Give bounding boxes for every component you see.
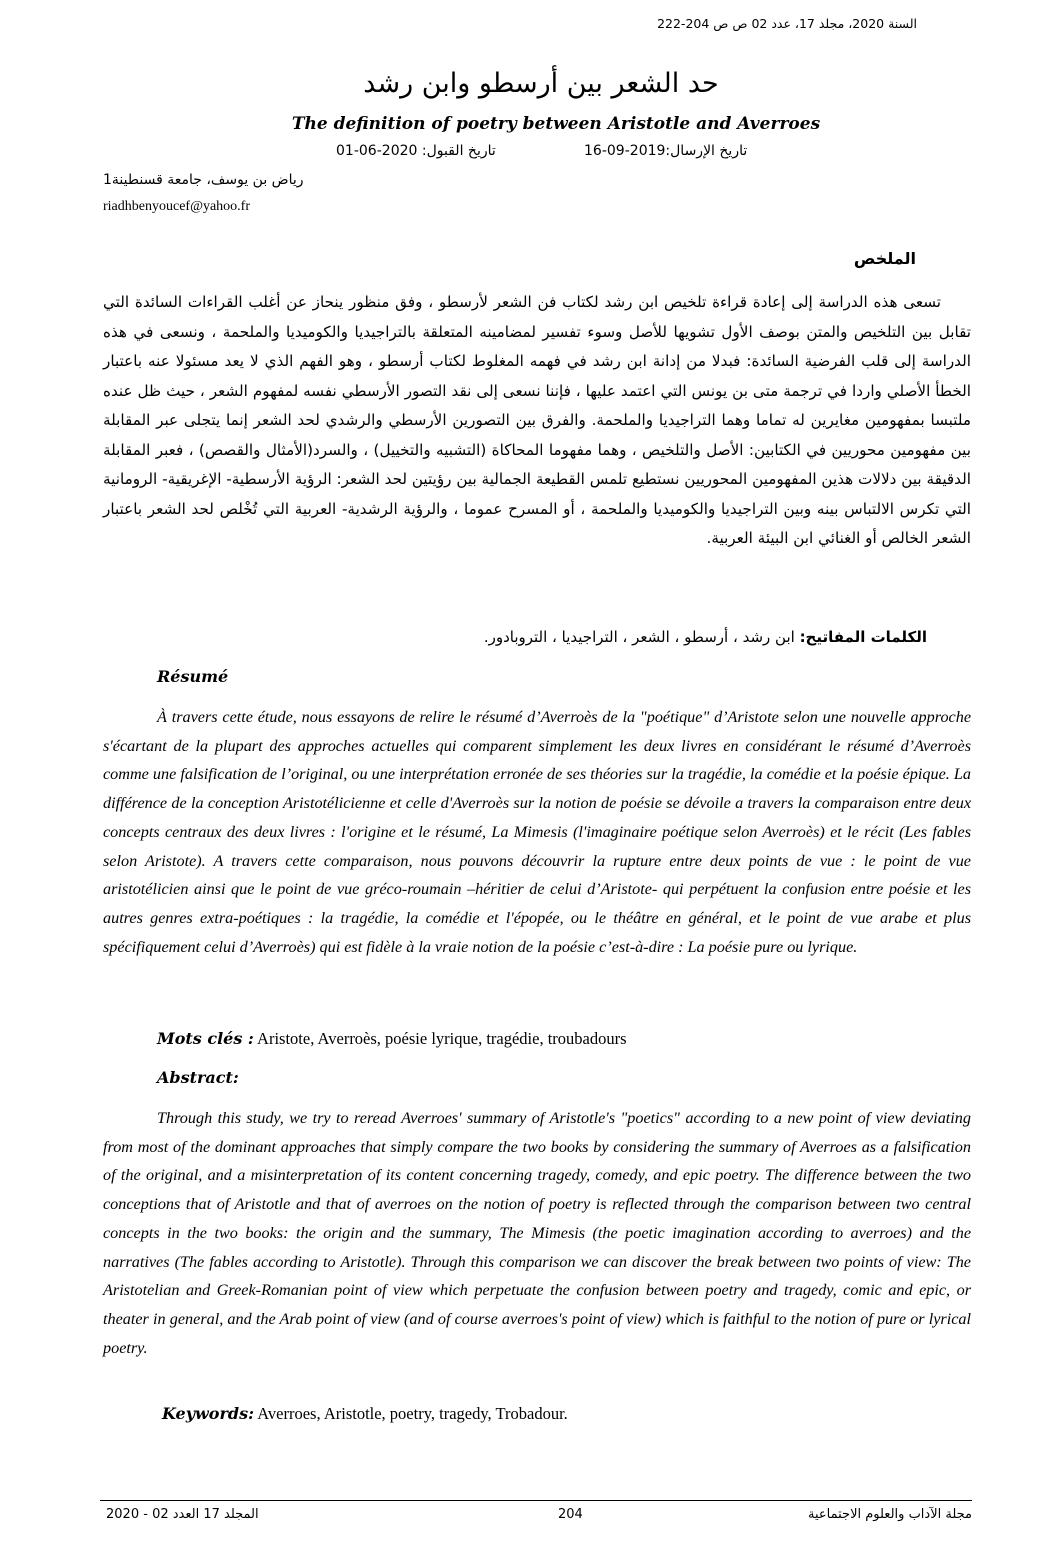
date-accepted: تاريخ القبول: 2020-06-01 (336, 143, 496, 159)
arabic-abstract-body: تسعى هذه الدراسة إلى إعادة قراءة تلخيص ابن رشد لكتاب فن الشعر لأرسطو ، وفق منظور ينحاز عن أغلب القراءات السائدة التي تقابل بين التلخيص والمتن بوصف الأول تشويها للأصل وسوء تفسير لمضامينه المتعلقة بالتراجيديا والكوميديا والملحمة ، ونسعى في هذه الدراسة إلى قلب الفرضية السائدة: فبدلا من إدانة ابن رشد في فهمه المغلوط لكتاب أرسطو ، وهو الفهم الذي لا يعد مسئولا عنه باعتبار الخطأ الأصلي واردا في ترجمة متى بن يونس التي اعتمد عليها ، فإننا نسعى إلى نقد التصور الأرسطي نفسه لمفهوم الشعر ، حيث ظل عنده ملتبسا بمفهومين مغايرين له تماما وهما التراجيديا والملحمة. والفرق بين التصورين الأرسطي والرشدي لحد الشعر إنما يتجلى عبر المقابلة بين مفهومين محوريين في الكتابين: الأصل والتلخيص ، وهما مفهوما المحاكاة (التشبيه والتخييل) ، والسرد(الأمثال والقصص) ، فعبر المقابلة الدقيقة بين دلالات هذين المفهومين المحوريين نستطيع تلمس القطيعة الجمالية بين رؤيتين لحد الشعر: الرؤية الأرسطية- الإغريقية- الرومانية التي تكرس الالتباس بينه وبين التراجيديا والكوميديا والملحمة ، أو المسرح عموما ، والرؤية الرشدية- العربية التي تُخْلص لحد الشعر باعتبار الشعر الخالص أو الغنائي ابن البيئة العربية. (103, 293, 971, 547)
arabic-keywords-list: ابن رشد ، أرسطو ، الشعر ، التراجيديا ، التروبادور. (483, 628, 800, 646)
arabic-keywords (484, 628, 927, 646)
footer-page-number: 204 (558, 1507, 583, 1522)
arabic-title: حد الشعر بين أرسطو وابن رشد (363, 68, 719, 99)
english-abstract-heading: Abstract: (157, 1068, 239, 1087)
running-header: السنة 2020، مجلد 17، عدد 02 ص ص 204-222 (657, 16, 917, 31)
french-keywords-label: Mots clés : (157, 1029, 254, 1048)
english-keywords-list: Averroes, Aristotle, poetry, tragedy, Trobadour. (254, 1404, 568, 1423)
footer-divider (100, 1500, 972, 1501)
arabic-keywords-label: الكلمات المفاتيح: (799, 628, 927, 646)
french-keywords-list: Aristote, Averroès, poésie lyrique, tragédie, troubadours (253, 1029, 627, 1048)
date-sent: تاريخ الإرسال:2019-09-16 (584, 143, 748, 159)
footer-journal-name: مجلة الآداب والعلوم الاجتماعية (808, 1507, 972, 1522)
french-abstract-body: À travers cette étude, nous essayons de relire le résumé d’Averroès de la "poétique" d’Aristote selon une nouvelle approche s'écartant de la plupart des approches actuelles qui comparent simplement les deux livres en considérant le résumé d’Averroès comme une falsification de l’original, ou une interprétation erronée de ses théories sur la tragédie, la comédie et la poésie épique. La différence de la conception Aristotélicienne et celle d'Averroès sur la notion de poésie se dévoile a travers la comparaison entre deux concepts centraux des deux livres : l'origine et le résumé, La Mimesis (l'imaginaire poétique selon Averroès) et le récit (Les fables selon Aristote). A travers cette comparaison, nous pouvons découvrir la rupture entre deux points de vue : le point de vue aristotélicien ainsi que le point de vue gréco-roumain –héritier de celui d’Aristote- qui perpétuent la confusion entre poésie et les autres genres extra-poétiques : la tragédie, la comédie et l'épopée, ou le théâtre en général, et le point de vue arabe et plus spécifiquement celui d’Averroès) qui est fidèle à la vraie notion de la poésie c’est-à-dire : La poésie pure ou lyrique. (103, 708, 971, 956)
english-keywords-label: Keywords: (162, 1404, 255, 1423)
french-keywords (157, 1029, 627, 1049)
author-affiliation: رياض بن يوسف، جامعة قسنطينة1 (103, 172, 304, 188)
english-title: The definition of poetry between Aristotle and Averroes (291, 114, 821, 134)
french-abstract-heading: Résumé (157, 667, 229, 686)
english-abstract-body: Through this study, we try to reread Averroes' summary of Aristotle's "poetics" according to a new point of view deviating from most of the dominant approaches that simply compare the two books by considering the summary of Averroes as a falsification of the original, and a misinterpretation of its content concerning tragedy, comedy, and epic poetry. The difference between the two conceptions that of Aristotle and that of averroes on the notion of poetry is reflected through the comparison between two central concepts in the two books: the origin and the summary, The Mimesis (the poetic imagination according to averroes) and the narratives (The fables according to Aristotle). Through this comparison we can discover the break between two points of view: The Aristotelian and Greek-Romanian point of view which perpetuate the confusion between poetry and tragedy, comic and epic, or theater in general, and the Arab point of view (and of course averroes's point of view) which is faithful to the notion of pure or lyrical poetry. (103, 1109, 971, 1357)
footer-volume-issue: المجلد 17 العدد 02 - 2020 (106, 1507, 259, 1522)
author-email[interactable]: riadhbenyoucef@yahoo.fr (103, 199, 250, 214)
english-keywords (162, 1404, 568, 1424)
arabic-abstract-heading: الملخص (853, 249, 916, 268)
